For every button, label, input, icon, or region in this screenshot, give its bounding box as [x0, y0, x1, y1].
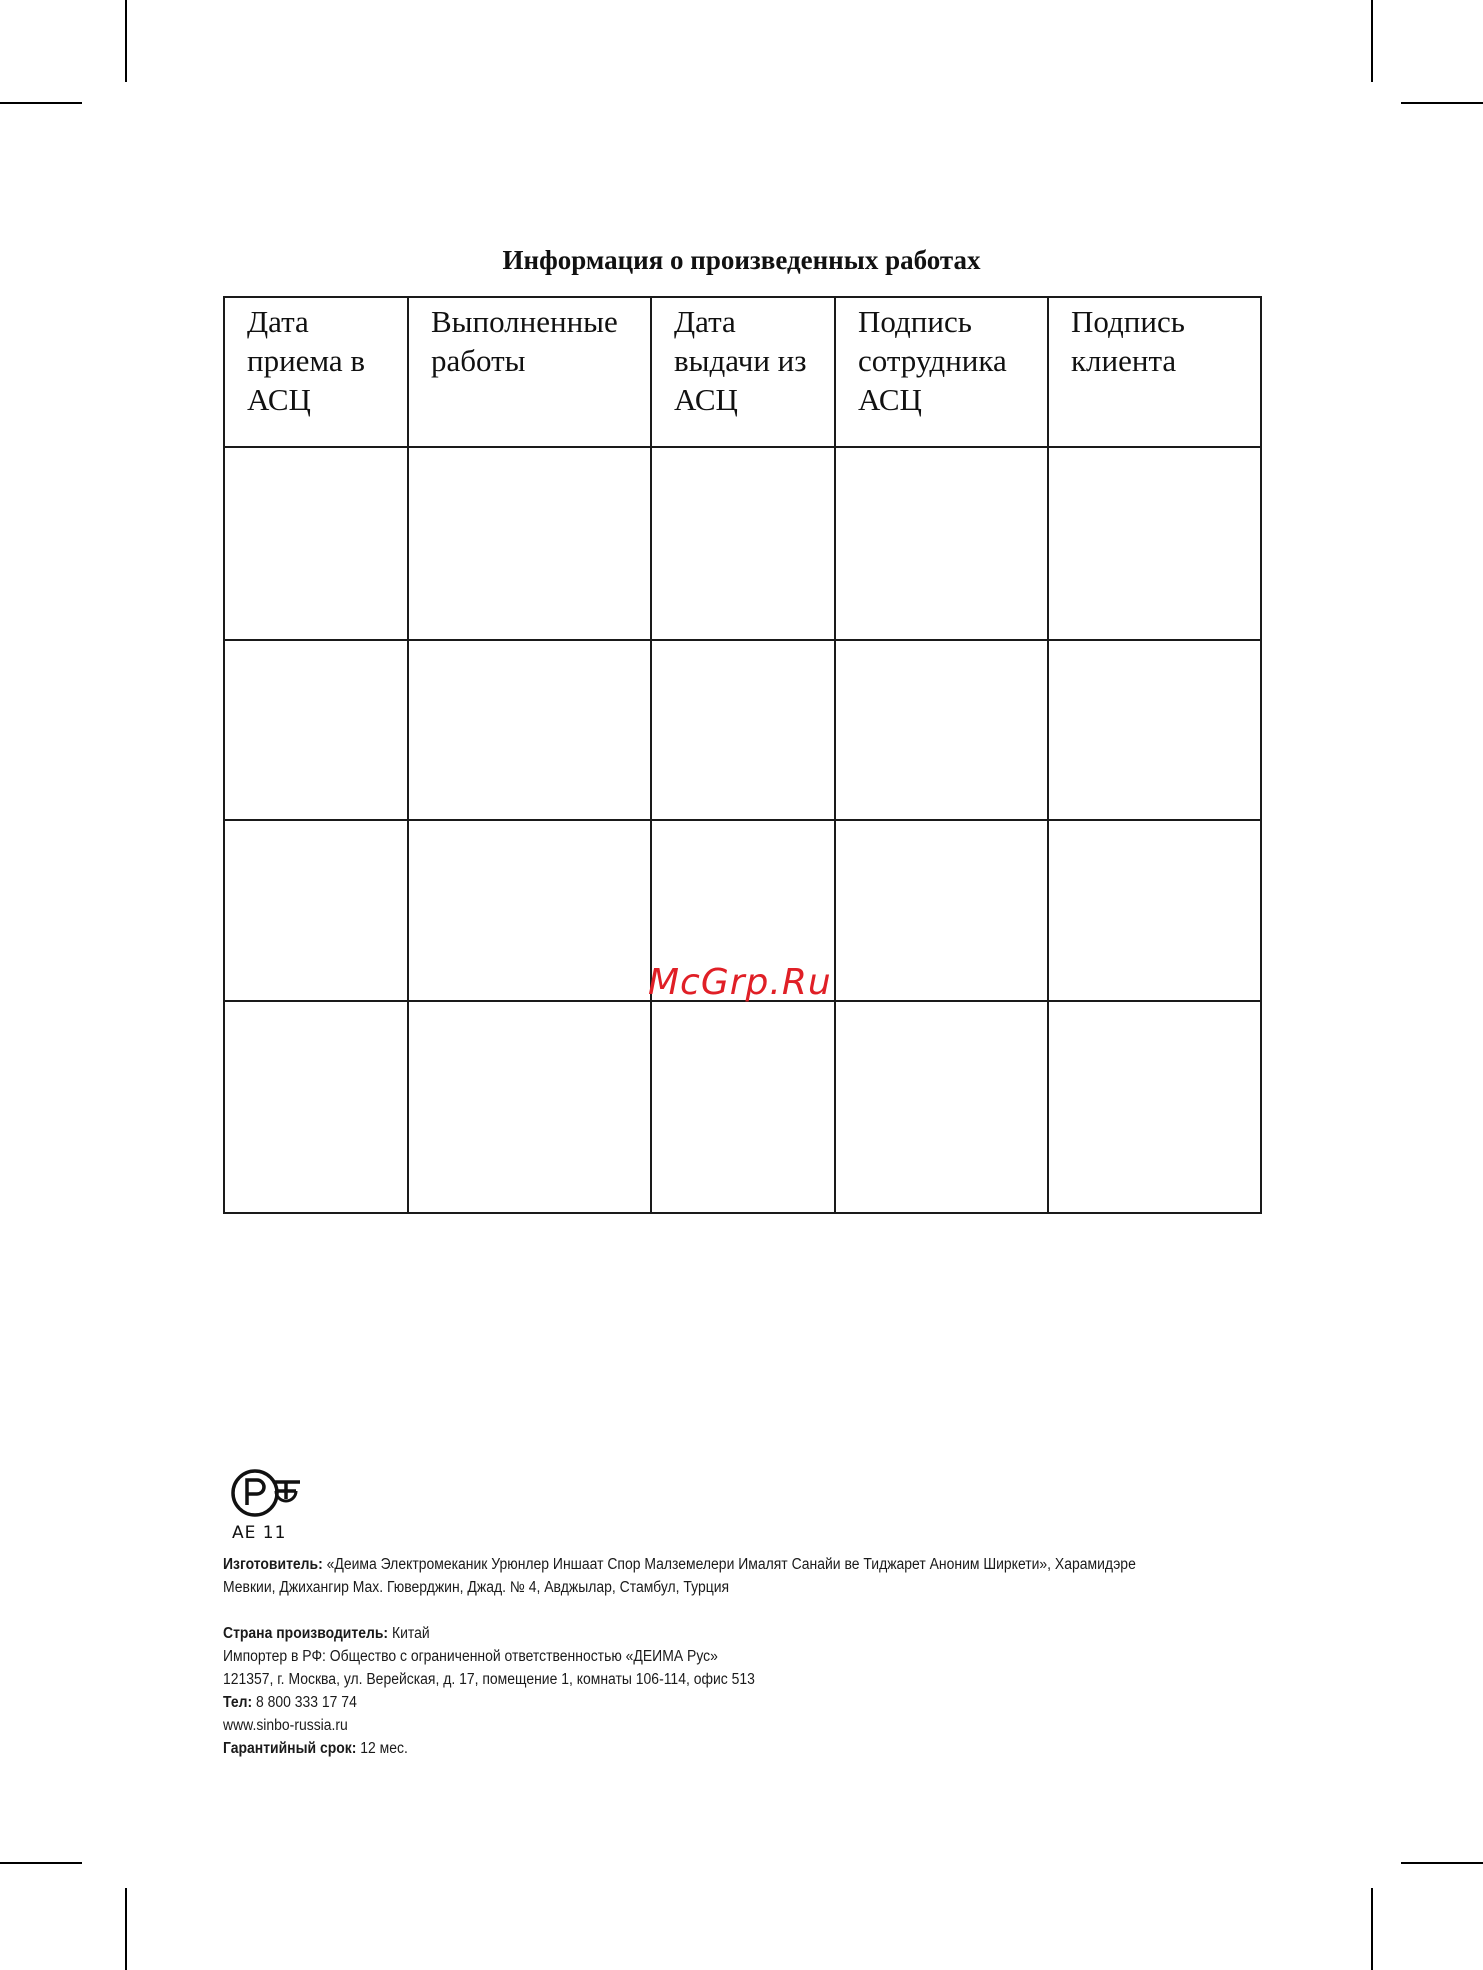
warranty-label: Гарантийный срок:	[223, 1740, 357, 1757]
crop-mark	[125, 1888, 127, 1970]
table-cell	[408, 447, 651, 640]
rst-certification-mark-icon	[228, 1466, 308, 1520]
table-cell	[1048, 640, 1261, 820]
header-date-received: Дата приема в АСЦ	[224, 297, 408, 447]
warranty-value: 12 мес.	[360, 1740, 408, 1757]
page-title: Информация о произведенных работах	[502, 245, 981, 275]
header-employee-signature: Подпись сотрудника АСЦ	[835, 297, 1048, 447]
table-cell	[651, 447, 835, 640]
table-cell	[835, 640, 1048, 820]
country-label: Страна производитель:	[223, 1625, 389, 1642]
crop-mark	[1371, 0, 1373, 82]
manufacturer-address: Мевкии, Джихангир Мах. Гюверджин, Джад. № 4, Авджылар, Стамбул, Турция	[223, 1579, 730, 1596]
crop-mark	[1401, 102, 1483, 104]
crop-mark	[1401, 1862, 1483, 1864]
manufacturer-name: «Деима Электромеканик Урюнлер Иншаат Спор Малземелери Ималят Санайи ве Тиджарет Аноним Ширкети», Харамидэре	[326, 1556, 1136, 1573]
header-client-signature: Подпись клиента	[1048, 297, 1261, 447]
header-date-issued: Дата выдачи из АСЦ	[651, 297, 835, 447]
table-row	[224, 447, 1261, 640]
table-cell	[224, 1001, 408, 1213]
phone-label: Тел:	[223, 1694, 253, 1711]
manufacturer-line	[223, 1553, 1159, 1576]
phone-value: 8 800 333 17 74	[255, 1694, 357, 1711]
certification-code: AE 11	[232, 1523, 287, 1543]
watermark: McGrp.Ru	[648, 962, 832, 1003]
table-cell	[1048, 447, 1261, 640]
table-cell	[1048, 820, 1261, 1001]
crop-mark	[0, 102, 82, 104]
table-row	[224, 1001, 1261, 1213]
website-link: www.sinbo-russia.ru	[223, 1717, 348, 1734]
table-cell	[408, 640, 651, 820]
table-cell	[835, 1001, 1048, 1213]
table-cell	[224, 820, 408, 1001]
country-value: Китай	[391, 1625, 430, 1642]
table-cell	[651, 640, 835, 820]
table-cell	[835, 820, 1048, 1001]
importer-line: Импортер в РФ: Общество с ограниченной ответственностью «ДЕИМА Рус»	[223, 1648, 718, 1665]
table-cell	[408, 820, 651, 1001]
table-row	[224, 640, 1261, 820]
table-cell	[835, 447, 1048, 640]
table-header-row	[224, 297, 1261, 447]
table-cell	[651, 1001, 835, 1213]
table-cell	[224, 447, 408, 640]
service-works-table	[223, 296, 1262, 1214]
table-cell	[1048, 1001, 1261, 1213]
table-cell	[408, 1001, 651, 1213]
country-line	[223, 1622, 1159, 1645]
crop-mark	[125, 0, 127, 82]
header-works-performed: Выполненные работы	[408, 297, 651, 447]
crop-mark	[0, 1862, 82, 1864]
table-cell	[224, 640, 408, 820]
warranty-line	[223, 1737, 1159, 1760]
manufacturer-info	[223, 1553, 1159, 1760]
importer-address: 121357, г. Москва, ул. Верейская, д. 17, помещение 1, комнаты 106-114, офис 513	[223, 1671, 755, 1688]
phone-line	[223, 1691, 1159, 1714]
crop-mark	[1371, 1888, 1373, 1970]
manufacturer-label: Изготовитель:	[223, 1556, 323, 1573]
